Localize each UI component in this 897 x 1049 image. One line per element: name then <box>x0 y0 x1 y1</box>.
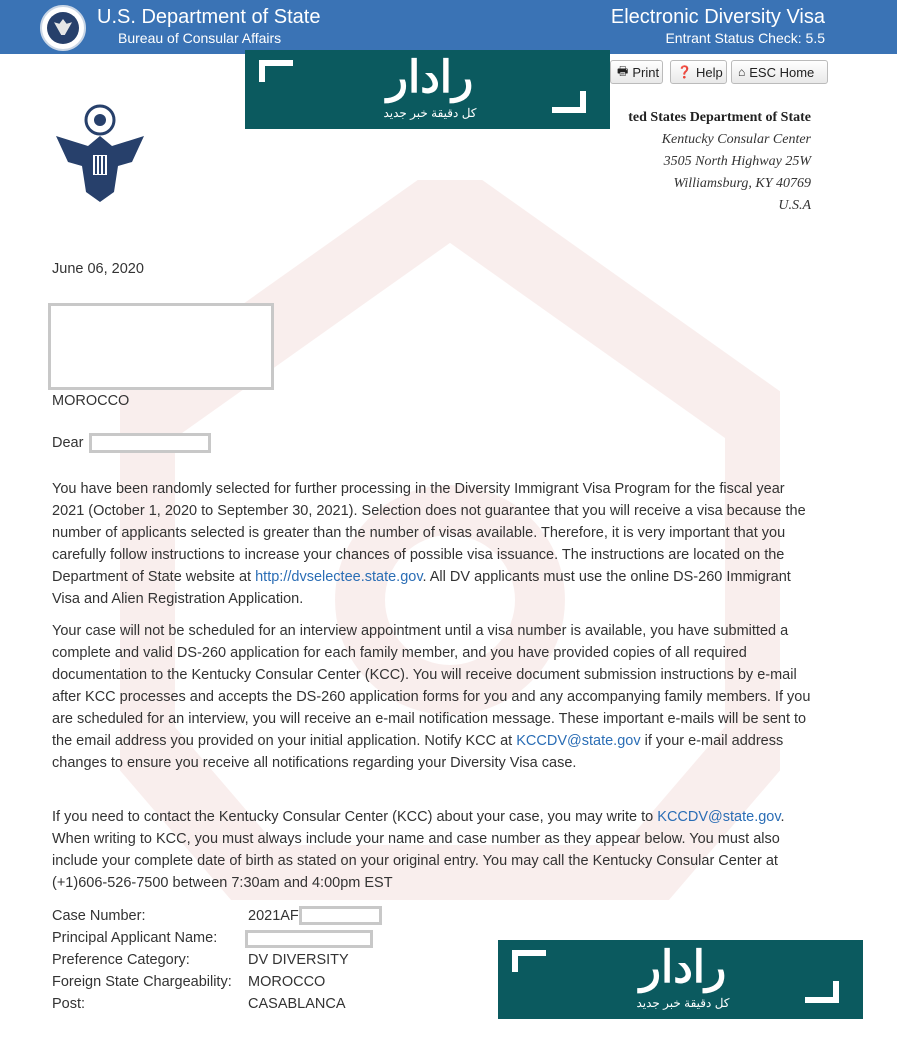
header-right-subtitle: Entrant Status Check: 5.5 <box>665 30 825 46</box>
chargeability-value: MOROCCO <box>248 974 326 990</box>
printer-icon: 🖶 <box>617 63 629 78</box>
preference-category-value: DV DIVERSITY <box>248 952 349 968</box>
help-button[interactable] <box>670 60 727 84</box>
letterhead-org: ted States Department of State <box>628 110 811 125</box>
help-button-label: Help <box>695 64 723 80</box>
chargeability-label: Foreign State Chargeability: <box>52 974 232 990</box>
print-button[interactable] <box>610 60 663 84</box>
paragraph-contact: If you need to contact the Kentucky Consular Center (KCC) about your case, you may write to KCCDV@state.gov. When writing to KCC, you must always include your name and case number as they appear below. You must also include your complete date of birth as stated on your original entry. You may call the Kentucky Consular Center at (+1)606-526-7500 between 7:30am and 4:00pm EST <box>52 809 785 891</box>
letterhead-country: U.S.A <box>778 198 811 213</box>
esc-home-button[interactable] <box>731 60 828 84</box>
letterhead-street: 3505 North Highway 25W <box>663 154 811 169</box>
header-left-title: U.S. Department of State <box>97 6 321 28</box>
redacted-address <box>48 303 274 390</box>
watermark-brand: رادار <box>386 53 474 102</box>
post-label: Post: <box>52 996 86 1012</box>
letterhead-city: Williamsburg, KY 40769 <box>673 176 811 191</box>
paragraph-selection: You have been randomly selected for further processing in the Diversity Immigrant Visa Program for the fiscal year 2021 (October 1, 2020 to September 30, 2021). Selection does not guarantee that you will receive a visa because the number of applicants selected is greater than the number of visas available. Therefore, it is very important that you carefully follow instructions to increase your chances of possible visa issuance. The instructions are located on the Department of State website at http://dvselectee.state.gov. All DV applicants must use the online DS-260 Immigrant Visa and Alien Registration Application. <box>52 481 806 607</box>
print-button-label: Print <box>632 64 660 80</box>
case-number-label: Case Number: <box>52 908 146 924</box>
watermark-tagline-bottom: كل دقيقة خبر جديد <box>636 996 730 1010</box>
question-circle-icon: ❓ <box>677 65 692 79</box>
post-value: CASABLANCA <box>248 996 346 1012</box>
header-left-subtitle: Bureau of Consular Affairs <box>118 30 282 46</box>
letterhead-center: Kentucky Consular Center <box>661 132 811 147</box>
recipient-country: MOROCCO <box>52 393 130 409</box>
case-number-value: 2021AF <box>248 908 299 924</box>
letterhead-address <box>628 107 811 217</box>
radar-watermark-top <box>245 50 610 129</box>
home-icon: ⌂ <box>738 65 746 79</box>
watermark-tagline: كل دقيقة خبر جديد <box>383 106 477 120</box>
site-header <box>0 0 897 54</box>
redacted-recipient-name <box>89 433 211 453</box>
letter-date: June 06, 2020 <box>52 261 144 277</box>
esc-home-button-label: ESC Home <box>749 64 815 80</box>
kccdv-email-link-contact[interactable]: KCCDV@state.gov <box>657 809 781 825</box>
preference-category-label: Preference Category: <box>52 952 190 968</box>
state-department-seal-icon <box>40 5 86 51</box>
kccdv-email-link[interactable]: KCCDV@state.gov <box>516 733 641 749</box>
radar-watermark-bottom <box>498 940 863 1019</box>
paragraph-interview: Your case will not be scheduled for an interview appointment until a visa number is available, you have submitted a complete and valid DS-260 application for each family member, and you have provided copies of all required documentation to the Kentucky Consular Center (KCC). You will receive document submission instructions by e-mail after KCC processes and accepts the DS-260 application forms for you and any accompanying family members. If you are scheduled for an interview, you will receive an e-mail notification message. These important e-mails will be sent to the email address you provided on your initial application. Notify KCC at KCCDV@state.gov if your e-mail address changes to ensure you receive all notifications regarding your Diversity Visa case. <box>52 623 811 771</box>
redacted-case-number <box>299 906 382 925</box>
salutation: Dear <box>52 435 84 451</box>
redacted-applicant-name <box>245 930 373 948</box>
watermark-brand-bottom: رادار <box>639 943 727 992</box>
eagle-seal-icon <box>52 102 148 206</box>
header-right-title: Electronic Diversity Visa <box>610 6 825 28</box>
dvselectee-link[interactable]: http://dvselectee.state.gov <box>255 569 423 585</box>
principal-applicant-label: Principal Applicant Name: <box>52 930 218 946</box>
